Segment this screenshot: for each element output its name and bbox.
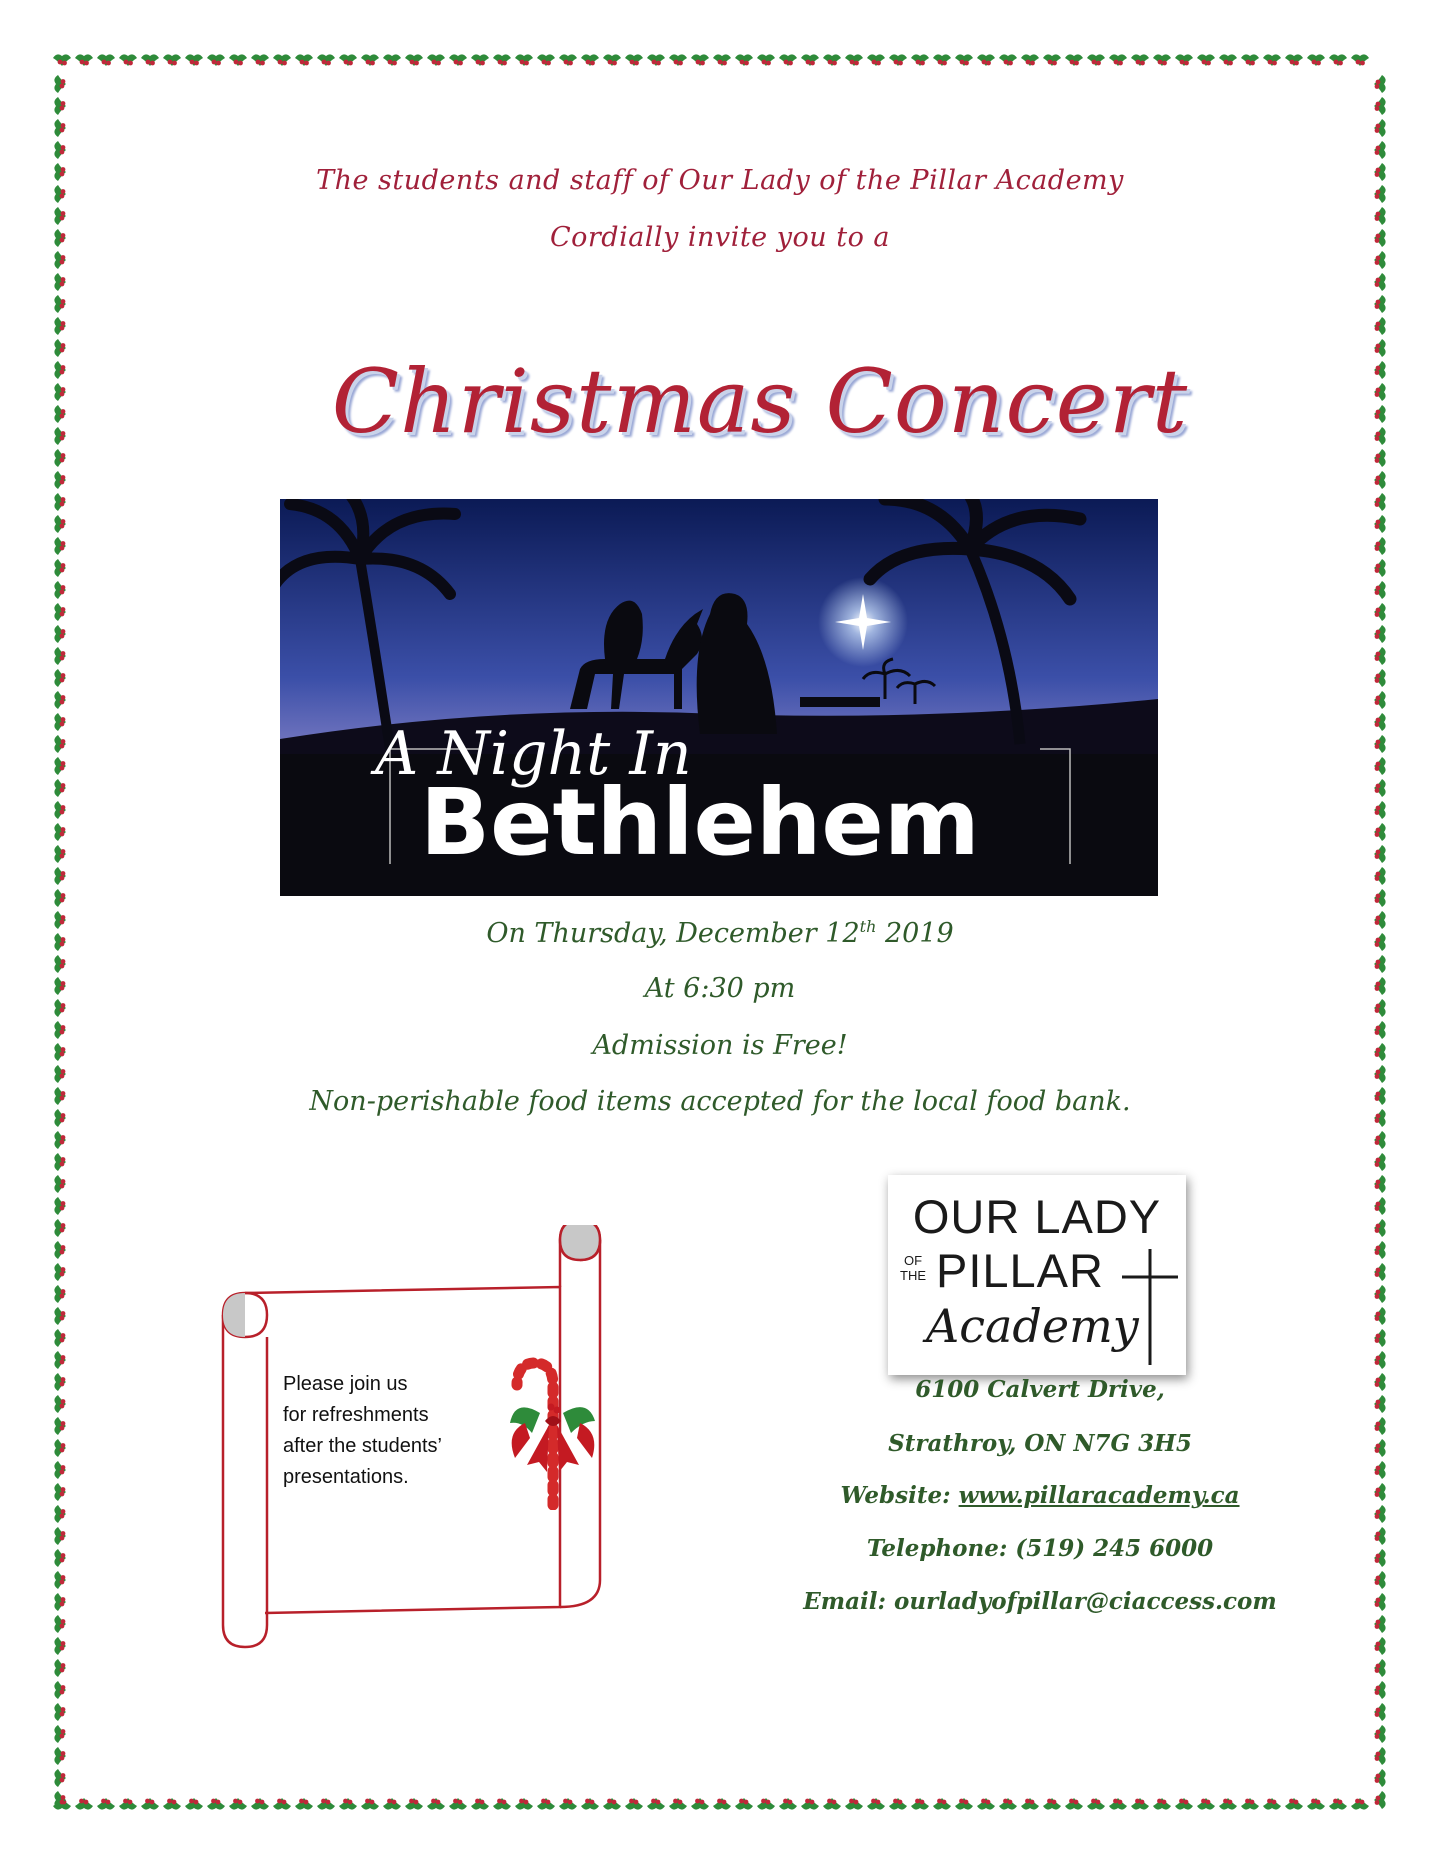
event-admission: Admission is Free! — [592, 1030, 848, 1061]
scroll-line: for refreshments — [283, 1404, 429, 1426]
event-date-year: 2019 — [876, 918, 954, 949]
telephone-line: Telephone: (519) 245 6000 — [866, 1535, 1214, 1562]
event-date — [0, 917, 1440, 949]
banner-script-text: A Night In — [375, 719, 692, 789]
logo-the: THE — [900, 1268, 926, 1283]
website-line — [790, 1482, 1290, 1509]
candy-cane-icon — [505, 1355, 600, 1510]
logo-line-2: PILLAR — [936, 1244, 1104, 1297]
scroll-line: Please join us — [283, 1373, 408, 1395]
address-line-1: 6100 Calvert Drive, — [915, 1376, 1165, 1403]
concert-title: Christmas Concert — [331, 350, 1189, 453]
email-line[interactable]: Email: ourladyofpillar@ciaccess.com — [803, 1588, 1277, 1615]
bethlehem-banner — [280, 499, 1158, 896]
banner-main-text: Bethlehem — [420, 769, 980, 876]
scroll-line: presentations. — [283, 1466, 409, 1488]
event-date-suffix: th — [859, 917, 877, 936]
event-note: Non-perishable food items accepted for the local food bank. — [309, 1086, 1131, 1117]
scroll-message — [283, 1369, 513, 1493]
logo-line-1: OUR LADY — [912, 1190, 1162, 1243]
logo-of-the — [900, 1253, 926, 1283]
invitation-line-1: The students and staff of Our Lady of the Pillar Academy — [316, 165, 1124, 196]
website-link[interactable]: www.pillaracademy.ca — [958, 1482, 1240, 1509]
website-label: Website: — [840, 1482, 959, 1509]
event-time: At 6:30 pm — [644, 973, 796, 1004]
cross-icon — [1120, 1247, 1180, 1367]
address-line-2: Strathroy, ON N7G 3H5 — [888, 1430, 1192, 1457]
invitation-line-2: Cordially invite you to a — [549, 222, 891, 253]
academy-logo — [888, 1175, 1186, 1375]
event-date-prefix: On Thursday, December 12 — [486, 918, 860, 949]
logo-of: OF — [903, 1253, 923, 1268]
logo-line-3: Academy — [926, 1299, 1139, 1353]
scroll-line: after the students’ — [283, 1435, 442, 1457]
